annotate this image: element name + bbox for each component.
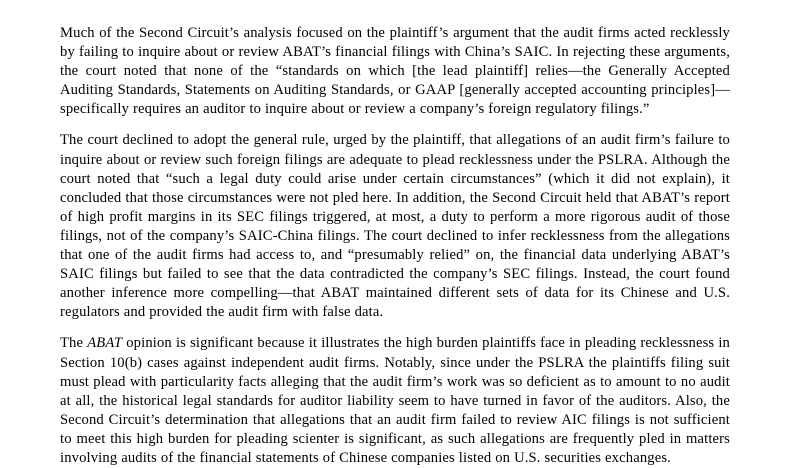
text-run: opinion is significant because it illustrates the high burden plaintiffs face in pleading recklessness in Section 10(b) cases against independent audit firms. Notably, since under the PSLRA the plaintiffs filing suit must plead with particularity facts alleging that the audit firm’s work was so deficient as to amount to no audit at all, the historical legal standards for auditor liability seem to have turned in favor of the auditors. Also, the Second Circuit’s determination that allegations that an audit firm failed to review AIC filings is not sufficient to meet this high burden for pleading scienter is significant, as such allegations are frequently pled in matters involving audits of the financial statements of Chinese companies listed on U.S. securities exchanges. [60, 335, 730, 466]
paragraph [60, 131, 730, 322]
case-name-italic: ABAT [87, 335, 123, 352]
text-run: Much of the Second Circuit’s analysis focused on the plaintiff’s argument that the audit firms acted recklessly by failing to inquire about or review ABAT’s financial filings with China’s SAIC. In rejecting these arguments, the court noted that none of the “standards on which [the lead plaintiff] relies—the Generally Accepted Auditing Standards, Statements on Auditing Standards, or GAAP [generally accepted accounting principles]—specifically requires an auditor to inquire about or review a company’s foreign regulatory filings.” [60, 25, 730, 118]
text-run: The court declined to adopt the general rule, urged by the plaintiff, that allegations of an audit firm’s failure to inquire about or review such foreign filings are adequate to plead recklessness under the PSLRA. Although the court noted that “such a legal duty could arise under certain circumstances” (which it did not explain), it concluded that those circumstances were not pled here. In addition, the Second Circuit held that ABAT’s report of high profit margins in its SEC filings triggered, at most, a duty to perform a more rigorous audit of those filings, not of the company’s SAIC-China filings. The court declined to infer recklessness from the allegations that one of the audit firms had access to, and “presumably relied” on, the financial data underlying ABAT’s SAIC filings but failed to see that the data contradicted the company’s SEC filings. Instead, the court found another inference more compelling—that ABAT maintained different sets of data for its Chinese and U.S. regulators and provided the audit firm with false data. [60, 132, 730, 321]
text-run: The [60, 335, 88, 352]
paragraph [60, 24, 730, 119]
paragraph [60, 334, 730, 468]
document-text-body [60, 24, 730, 468]
